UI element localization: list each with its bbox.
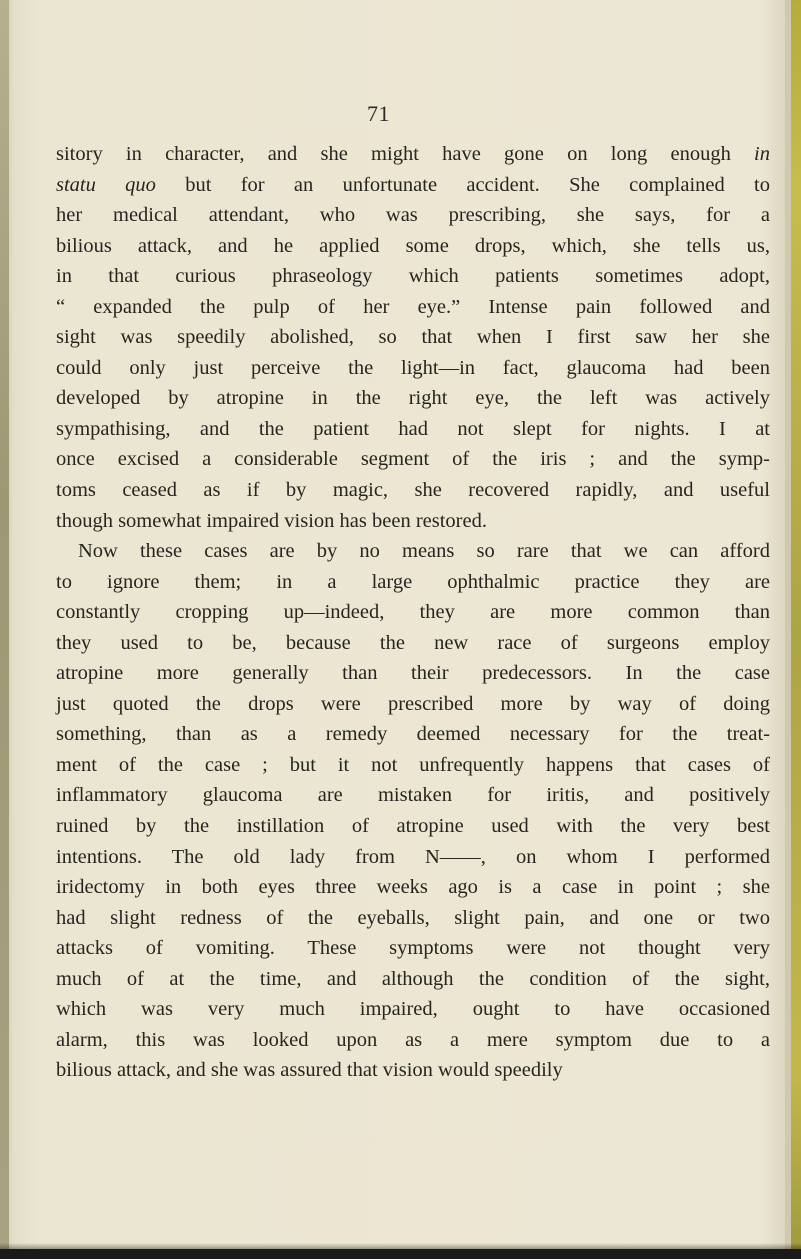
text-line [56, 383, 770, 414]
text-run: her medical attendant, who was prescribing, she says, for a [56, 204, 770, 227]
text-run: in that curious phraseology which patients sometimes adopt, [56, 265, 770, 288]
text-run: they used to be, because the new race of surgeons employ [56, 631, 770, 654]
text-run: “ expanded the pulp of her eye.” Intense pain followed and [56, 295, 770, 318]
text-line [56, 139, 770, 170]
text-line [56, 842, 770, 873]
text-line [56, 292, 770, 323]
text-run: sight was speedily abolished, so that when I first saw her she [56, 326, 770, 349]
body-text [56, 139, 770, 1086]
text-run: developed by atropine in the right eye, the left was actively [56, 387, 770, 410]
text-run: atropine more generally than their predecessors. In the case [56, 662, 770, 685]
text-run: Now these cases are by no means so rare that we can afford [78, 540, 770, 563]
text-line [56, 872, 770, 903]
text-line [56, 658, 770, 689]
text-line [56, 689, 770, 720]
text-line [56, 719, 770, 750]
text-run: which was very much impaired, ought to have occasioned [56, 998, 770, 1021]
text-line [56, 475, 770, 506]
text-run: bilious attack, and he applied some drops, which, she tells us, [56, 234, 770, 257]
text-line [56, 444, 770, 475]
text-run: constantly cropping up—indeed, they are more common than [56, 601, 770, 624]
text-run: iridectomy in both eyes three weeks ago is a case in point ; she [56, 876, 770, 899]
text-line [56, 750, 770, 781]
text-run: just quoted the drops were prescribed more by way of doing [56, 692, 770, 715]
text-line [56, 994, 770, 1025]
text-line [56, 964, 770, 995]
book-gutter-edge [0, 0, 9, 1259]
text-line [56, 811, 770, 842]
text-line [56, 567, 770, 598]
text-run: ment of the case ; but it not unfrequently happens that cases of [56, 753, 770, 776]
text-run: though somewhat impaired vision has been restored. [56, 509, 487, 532]
text-line [56, 933, 770, 964]
text-run: but for an unfortunate accident. She complained to [155, 173, 770, 196]
text-line [56, 506, 770, 537]
text-run: alarm, this was looked upon as a mere symptom due to a [56, 1028, 770, 1051]
text-run: inflammatory glaucoma are mistaken for iritis, and positively [56, 784, 770, 807]
text-run: had slight redness of the eyeballs, slight pain, and one or two [56, 906, 770, 929]
text-line [56, 1025, 770, 1056]
italic-text: in [754, 143, 770, 165]
text-run: attacks of vomiting. These symptoms were not thought very [56, 937, 770, 960]
text-run: once excised a considerable segment of the iris ; and the symp- [56, 448, 770, 471]
text-run: sympathising, and the patient had not slept for nights. I at [56, 417, 770, 440]
text-line [56, 414, 770, 445]
italic-text: statu quo [56, 173, 156, 196]
text-run: ruined by the instillation of atropine used with the very best [56, 815, 770, 838]
text-line [56, 1055, 770, 1086]
text-line [56, 322, 770, 353]
text-line [56, 903, 770, 934]
text-line [56, 353, 770, 384]
text-run: something, than as a remedy deemed necessary for the treat- [56, 723, 770, 746]
text-run: could only just perceive the light—in fact, glaucoma had been [56, 356, 770, 379]
text-line [56, 597, 770, 628]
text-line [56, 200, 770, 231]
bottom-scan-edge [0, 1249, 801, 1259]
text-line [56, 170, 770, 201]
text-line [56, 536, 770, 567]
text-line [56, 261, 770, 292]
text-run: sitory in character, and she might have gone on long enough [56, 143, 755, 165]
text-run: toms ceased as if by magic, she recovered rapidly, and useful [56, 479, 770, 502]
text-run: much of at the time, and although the condition of the sight, [56, 967, 770, 990]
text-line [56, 231, 770, 262]
text-run: bilious attack, and she was assured that vision would speedily [56, 1059, 563, 1082]
text-line [56, 628, 770, 659]
page-number: 71 [367, 101, 390, 126]
text-run: to ignore them; in a large ophthalmic practice they are [56, 570, 770, 593]
text-run: intentions. The old lady from N——, on whom I performed [56, 845, 770, 868]
text-line [56, 780, 770, 811]
book-cover-edge [791, 0, 801, 1259]
